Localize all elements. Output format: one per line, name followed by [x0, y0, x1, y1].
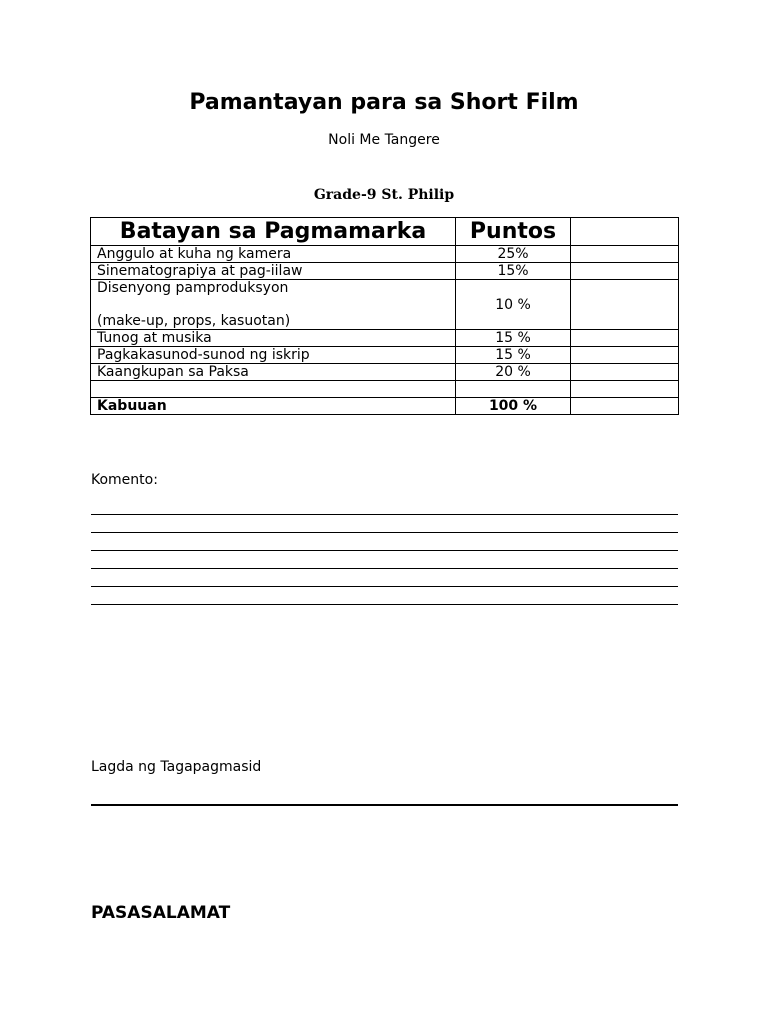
header-criteria: Batayan sa Pagmamarka	[91, 218, 456, 246]
rubric-row	[91, 246, 679, 263]
rubric-total-row	[91, 398, 679, 415]
points-cell: 25%	[456, 246, 571, 263]
header-score	[571, 218, 679, 246]
rubric-row	[91, 364, 679, 381]
criterion-cell	[91, 280, 456, 330]
comment-line	[91, 604, 678, 605]
rubric-row	[91, 347, 679, 364]
header-points: Puntos	[456, 218, 571, 246]
blank-cell	[91, 381, 456, 398]
rubric-header-row	[91, 218, 679, 246]
points-cell: 15 %	[456, 347, 571, 364]
rubric-table	[90, 217, 679, 415]
acknowledgement-heading: PASASALAMAT	[91, 903, 231, 923]
document-subtitle: Noli Me Tangere	[328, 132, 440, 148]
signature-label: Lagda ng Tagapagmasid	[91, 759, 262, 775]
total-score-cell	[571, 398, 679, 415]
criterion-cell: Pagkakasunod-sunod ng iskrip	[91, 347, 456, 364]
score-cell	[571, 330, 679, 347]
criterion-cell: Tunog at musika	[91, 330, 456, 347]
points-cell: 20 %	[456, 364, 571, 381]
rubric-row	[91, 330, 679, 347]
comment-line	[91, 514, 678, 515]
score-cell	[571, 280, 679, 330]
rubric-row	[91, 280, 679, 330]
criterion-cell: Anggulo at kuha ng kamera	[91, 246, 456, 263]
comment-line	[91, 586, 678, 587]
comment-line	[91, 568, 678, 569]
blank-cell	[571, 381, 679, 398]
score-cell	[571, 347, 679, 364]
total-label: Kabuuan	[91, 398, 456, 415]
rubric-row	[91, 263, 679, 280]
total-points: 100 %	[456, 398, 571, 415]
criterion-note: (make-up, props, kasuotan)	[97, 313, 291, 329]
score-cell	[571, 263, 679, 280]
score-cell	[571, 364, 679, 381]
criterion-cell: Kaangkupan sa Paksa	[91, 364, 456, 381]
score-cell	[571, 246, 679, 263]
rubric-blank-row	[91, 381, 679, 398]
points-cell: 15%	[456, 263, 571, 280]
comment-line	[91, 550, 678, 551]
criterion-text: Disenyong pamproduksyon	[97, 280, 289, 296]
points-cell: 10 %	[456, 280, 571, 330]
blank-cell	[456, 381, 571, 398]
comment-line	[91, 532, 678, 533]
criterion-cell: Sinematograpiya at pag-iilaw	[91, 263, 456, 280]
class-section: Grade-9 St. Philip	[313, 187, 455, 203]
signature-line	[91, 804, 678, 806]
document-title: Pamantayan para sa Short Film	[189, 90, 579, 115]
comment-label: Komento:	[91, 472, 158, 488]
points-cell: 15 %	[456, 330, 571, 347]
